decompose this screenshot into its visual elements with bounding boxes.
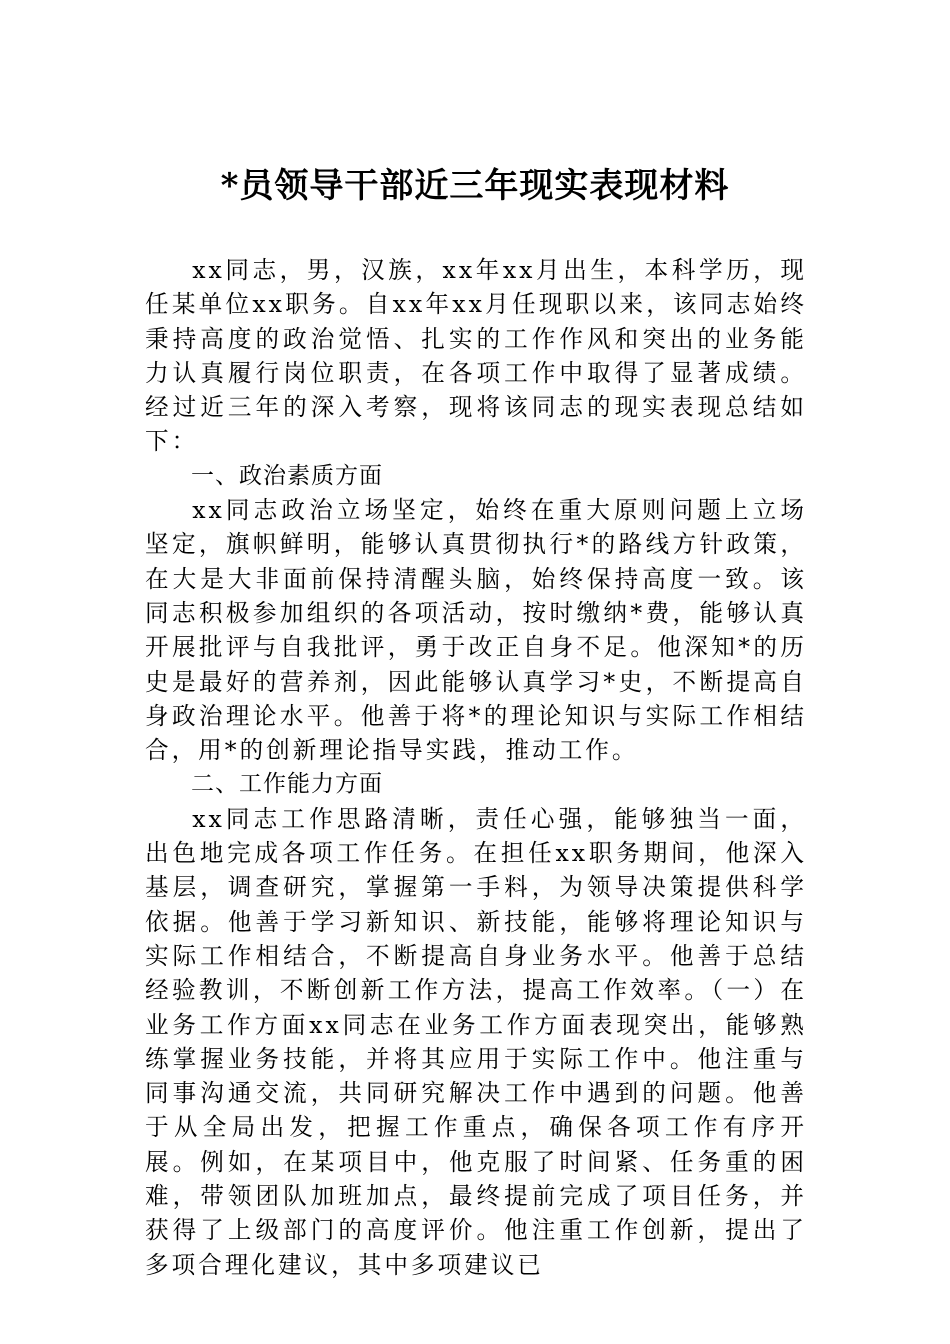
ability-paragraph: xx同志工作思路清晰，责任心强，能够独当一面，出色地完成各项工作任务。在担任xx职务期间，他深入基层，调查研究，掌握第一手料，为领导决策提供科学依据。他善于学习新知识、新技能，能够将理论知识与实际工作相结合，不断提高自身业务水平。他善于总结经验教训，不断创新工作方法，提高工作效率。（一）在业务工作方面xx同志在业务工作方面表现突出，能够熟练掌握业务技能，并将其应用于实际工作中。他注重与同事沟通交流，共同研究解决工作中遇到的问题。他善于从全局出发，把握工作重点，确保各项工作有序开展。例如，在某项目中，他克服了时间紧、任务重的困难，带领团队加班加点，最终提前完成了项目任务，并获得了上级部门的高度评价。他注重工作创新，提出了多项合理化建议，其中多项建议已 — [145, 804, 807, 1279]
section-heading-ability: 二、工作能力方面 — [191, 771, 383, 798]
document-title: *员领导干部近三年现实表现材料 — [220, 166, 730, 206]
intro-paragraph: xx同志，男，汉族，xx年xx月出生，本科学历，现任某单位xx职务。自xx年xx月任现职以来，该同志始终秉持高度的政治觉悟、扎实的工作作风和突出的业务能力认真履行岗位职责，在各项工作中取得了显著成绩。经过近三年的深入考察，现将该同志的现实表现总结如下： — [145, 256, 807, 456]
section-heading-political: 一、政治素质方面 — [191, 462, 383, 489]
political-paragraph: xx同志政治立场坚定，始终在重大原则问题上立场坚定，旗帜鲜明，能够认真贯彻执行*的路线方针政策，在大是大非面前保持清醒头脑，始终保持高度一致。该同志积极参加组织的各项活动，按时缴纳*费，能够认真开展批评与自我批评，勇于改正自身不足。他深知*的历史是最好的营养剂，因此能够认真学习*史，不断提高自身政治理论水平。他善于将*的理论知识与实际工作相结合，用*的创新理论指导实践，推动工作。 — [145, 496, 807, 765]
document-body — [145, 253, 807, 1282]
